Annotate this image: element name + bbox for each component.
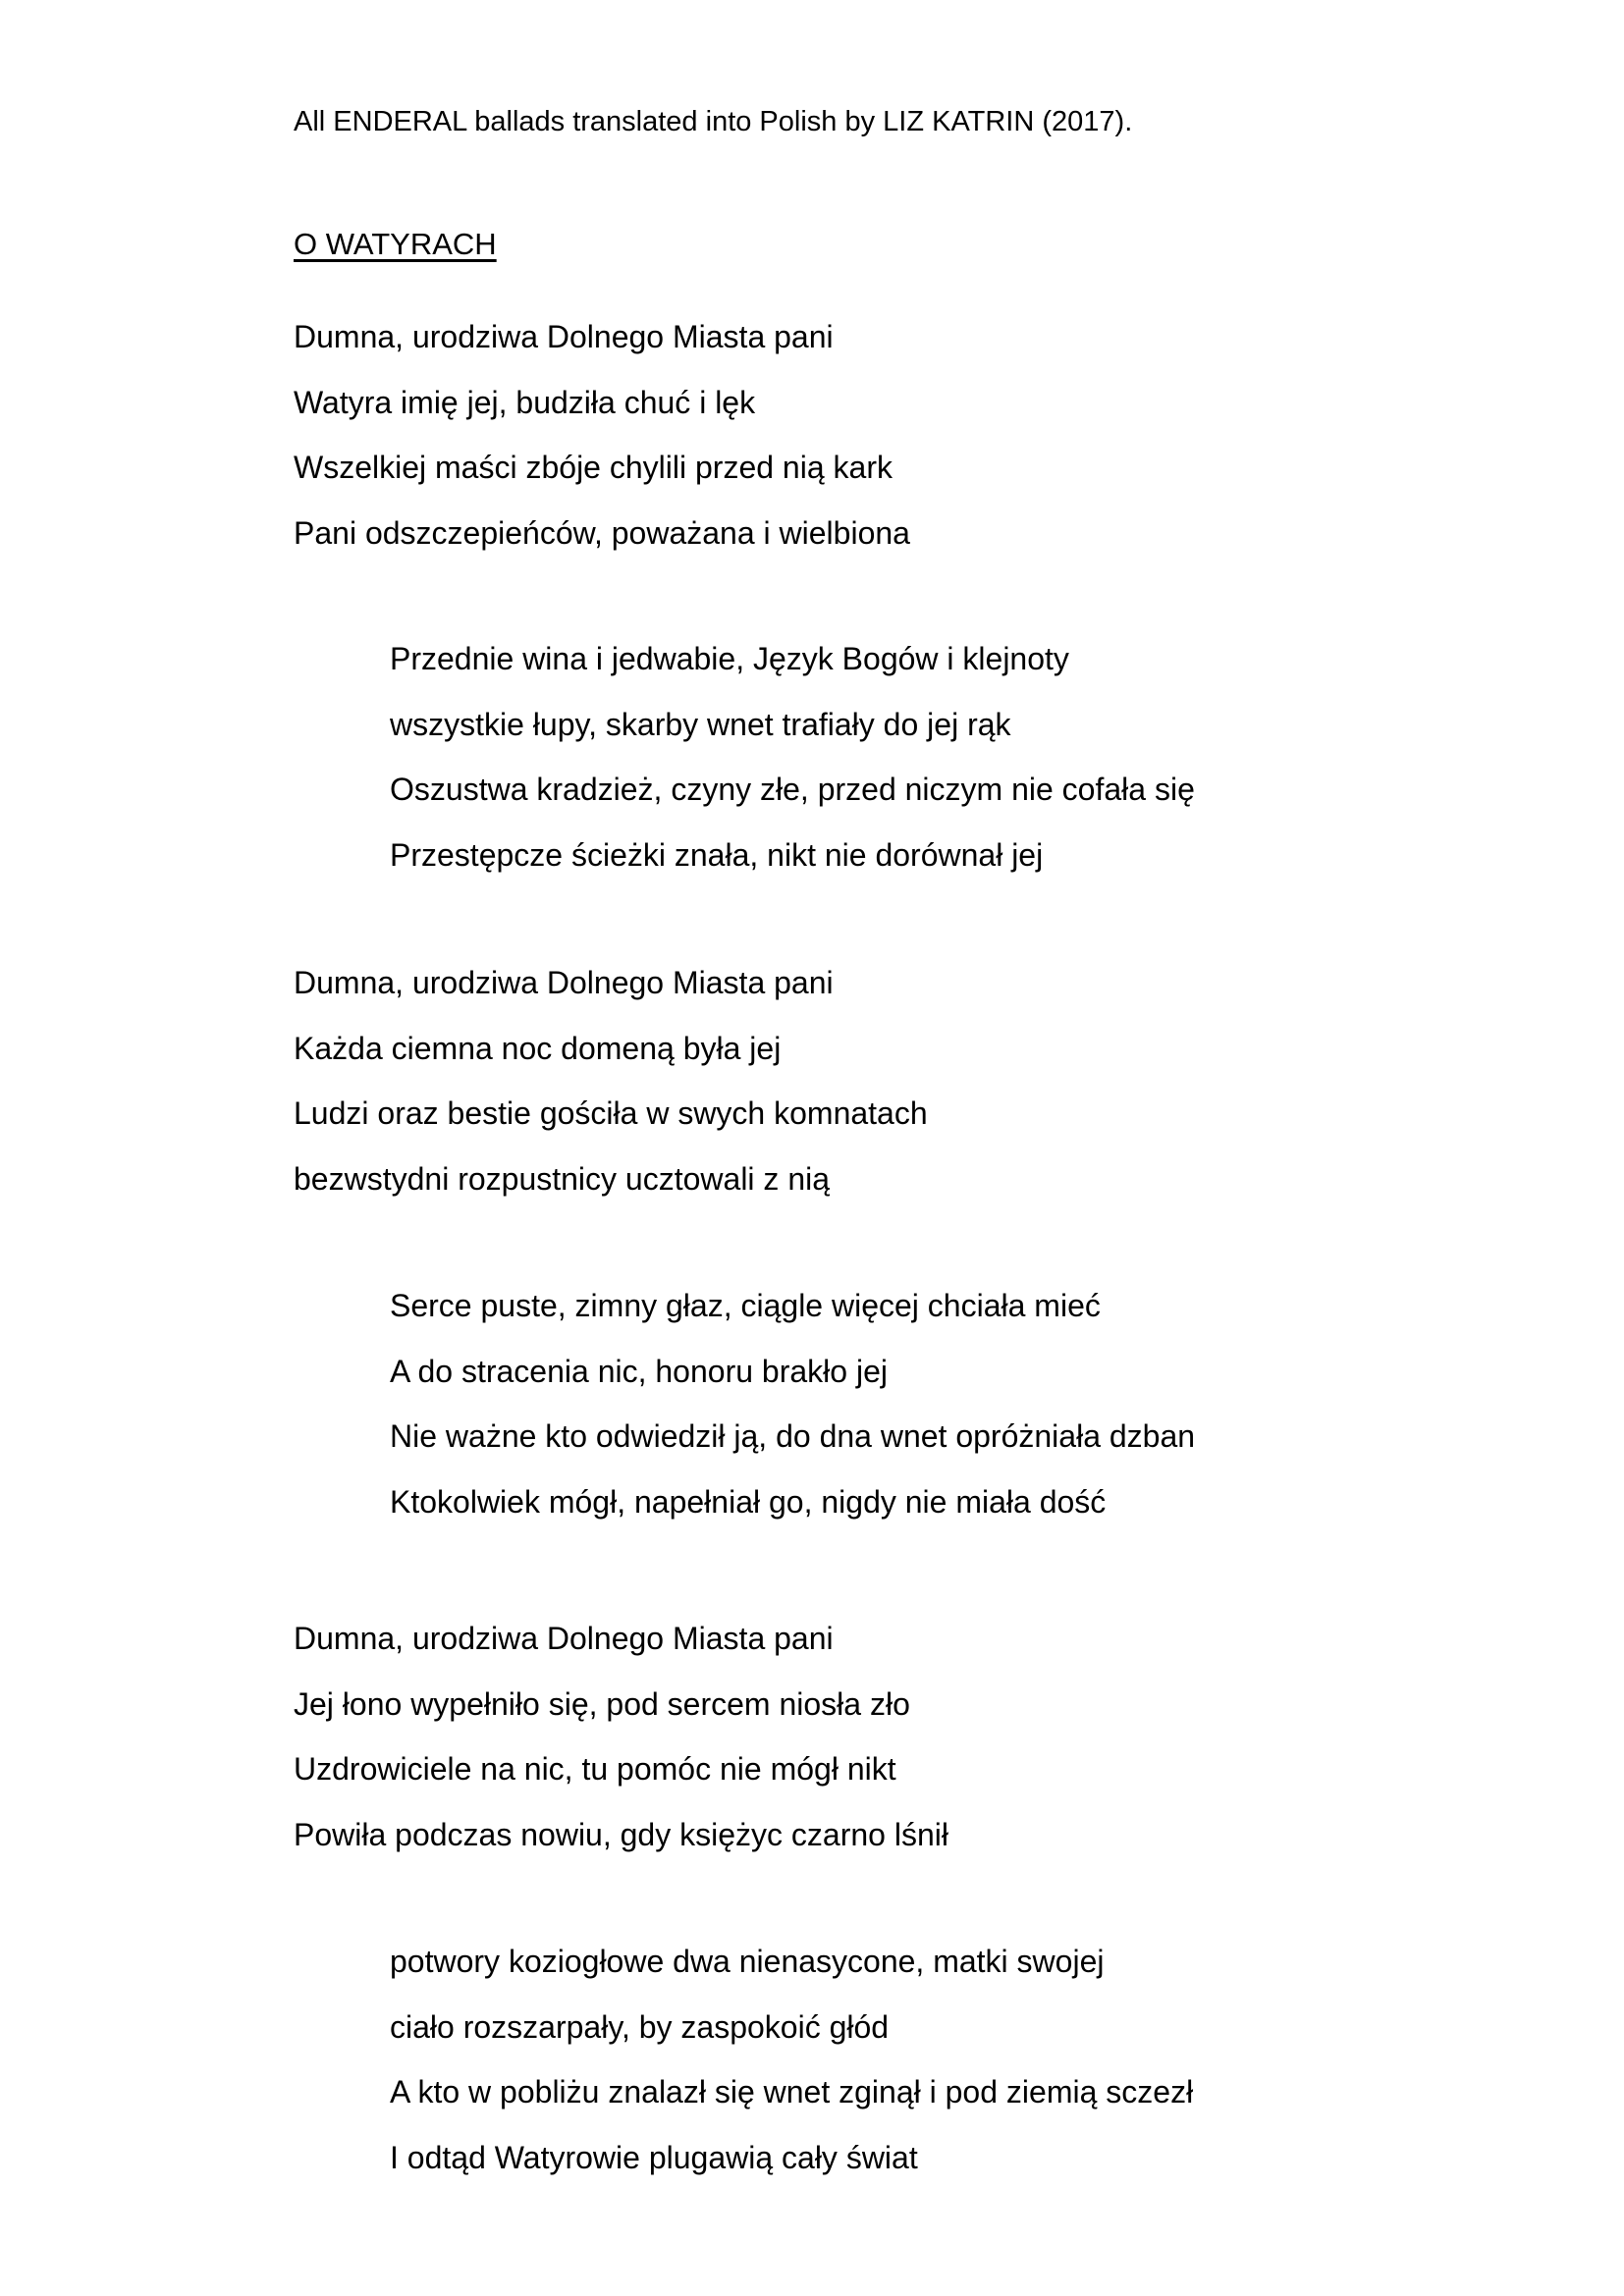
verse-line: Serce puste, zimny głaz, ciągle więcej chciała mieć bbox=[390, 1288, 1101, 1323]
verse-line: Uzdrowiciele na nic, tu pomóc nie mógł nikt bbox=[294, 1751, 896, 1787]
verse-line: Powiła podczas nowiu, gdy księżyc czarno lśnił bbox=[294, 1816, 948, 1852]
verse-line: Każda ciemna noc domeną była jej bbox=[294, 1030, 782, 1066]
stanza-indented bbox=[390, 1273, 1195, 1534]
document-header: All ENDERAL ballads translated into Polish by LIZ KATRIN (2017). bbox=[294, 106, 1133, 137]
ballad-title: O WATYRACH bbox=[294, 227, 497, 261]
verse-line: ciało rozszarpały, by zaspokoić głód bbox=[390, 2008, 890, 2045]
verse-line: Ktokolwiek mógł, napełniał go, nigdy nie miała dość bbox=[390, 1483, 1107, 1520]
stanza-verse bbox=[294, 1606, 948, 1867]
verse-line: Pani odszczepieńców, poważana i wielbiona bbox=[294, 514, 910, 551]
verse-line: Dumna, urodziwa Dolnego Miasta pani bbox=[294, 319, 834, 354]
verse-line: Ludzi oraz bestie gościła w swych komnatach bbox=[294, 1095, 928, 1131]
verse-line: Dumna, urodziwa Dolnego Miasta pani bbox=[294, 965, 834, 1000]
stanza-verse bbox=[294, 304, 910, 565]
verse-line: A do stracenia nic, honoru brakło jej bbox=[390, 1353, 888, 1389]
verse-line: Watyra imię jej, budziła chuć i lęk bbox=[294, 384, 756, 420]
verse-line: Jej łono wypełniło się, pod sercem niosła zło bbox=[294, 1685, 910, 1722]
verse-line: Nie ważne kto odwiedził ją, do dna wnet opróżniała dzban bbox=[390, 1418, 1196, 1454]
stanza-indented bbox=[390, 626, 1195, 887]
verse-line: potwory koziogłowe dwa nienasycone, matki swojej bbox=[390, 1944, 1105, 1979]
verse-line: Przednie wina i jedwabie, Język Bogów i klejnoty bbox=[390, 641, 1069, 676]
verse-line: A kto w pobliżu znalazł się wnet zginął i pod ziemią sczezł bbox=[390, 2074, 1194, 2109]
verse-line: Przestępcze ścieżki znała, nikt nie dorównał jej bbox=[390, 836, 1044, 873]
verse-line: Oszustwa kradzież, czyny złe, przed niczym nie cofała się bbox=[390, 772, 1195, 807]
verse-line: I odtąd Watyrowie plugawią cały świat bbox=[390, 2139, 918, 2175]
verse-line: Wszelkiej maści zbóje chylili przed nią kark bbox=[294, 450, 893, 485]
stanza-verse bbox=[294, 950, 928, 1211]
verse-line: bezwstydni rozpustnicy ucztowali z nią bbox=[294, 1160, 831, 1197]
verse-line: Dumna, urodziwa Dolnego Miasta pani bbox=[294, 1621, 834, 1656]
verse-line: wszystkie łupy, skarby wnet trafiały do jej rąk bbox=[390, 706, 1011, 742]
stanza-indented bbox=[390, 1929, 1193, 2190]
